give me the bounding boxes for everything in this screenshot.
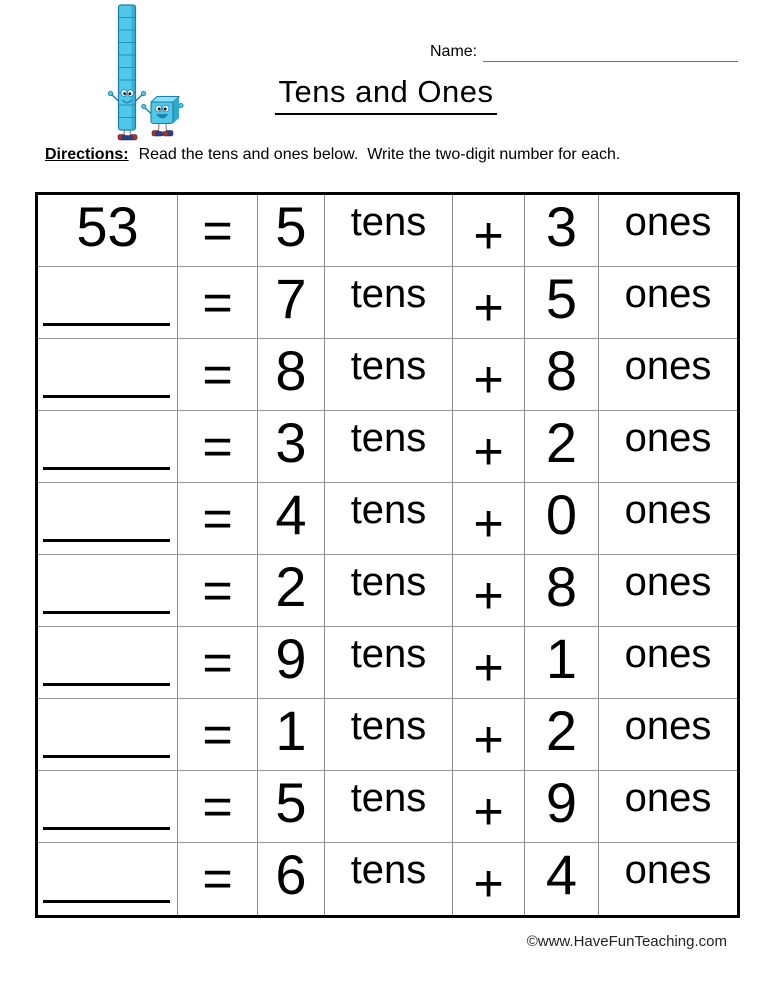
tens-digit-cell — [258, 267, 325, 338]
ones-digit: 8 — [545, 338, 578, 402]
tens-word-cell — [325, 699, 453, 770]
ones-word: ones — [624, 271, 712, 316]
tens-word: tens — [350, 199, 427, 244]
plus-sign-cell — [453, 267, 525, 338]
plus-sign: + — [473, 206, 504, 265]
tens-digit: 4 — [275, 482, 307, 546]
tens-digit-cell — [258, 771, 325, 842]
ones-digit-cell — [525, 771, 599, 842]
plus-sign-cell — [453, 699, 525, 770]
plus-sign-cell — [453, 483, 525, 554]
ones-word: ones — [624, 343, 712, 388]
plus-sign: + — [473, 855, 504, 913]
ones-word-cell — [599, 195, 737, 266]
tens-word-cell — [325, 843, 453, 915]
table-row — [38, 483, 737, 555]
tens-word-cell — [325, 771, 453, 842]
cube-right-shoe — [163, 131, 174, 137]
tens-word-cell — [325, 483, 453, 554]
equals-sign: = — [178, 339, 258, 410]
tens-digit-cell — [258, 699, 325, 770]
ones-word: ones — [624, 415, 712, 460]
plus-sign: + — [473, 350, 504, 409]
directions-text: Read the tens and ones below. Write the two-digit number for each. — [138, 146, 621, 163]
tens-rod-character — [108, 5, 145, 140]
answer-blank-line — [43, 323, 170, 326]
answer-blank-line — [43, 539, 170, 542]
plus-sign-cell — [453, 195, 525, 266]
answer-blank-line — [43, 395, 170, 398]
ones-digit-cell — [525, 843, 599, 915]
equals-sign: = — [178, 195, 258, 266]
directions-label: Directions: — [45, 146, 129, 163]
answer-value: 53 — [76, 194, 139, 258]
tens-digit: 6 — [275, 843, 307, 906]
ones-word-cell — [599, 843, 737, 915]
answer-blank-line — [43, 467, 170, 470]
tens-digit: 1 — [275, 698, 307, 762]
plus-sign-cell — [453, 627, 525, 698]
table-row — [38, 771, 737, 843]
plus-sign: + — [473, 782, 504, 841]
plus-sign-cell — [453, 555, 525, 626]
ones-digit: 2 — [545, 410, 578, 474]
ones-digit-cell — [525, 411, 599, 482]
plus-sign-cell — [453, 339, 525, 410]
ones-digit-cell — [525, 699, 599, 770]
answer-blank-line — [43, 683, 170, 686]
table-row — [38, 339, 737, 411]
tens-digit-cell — [258, 195, 325, 266]
tens-digit-cell — [258, 339, 325, 410]
ones-word: ones — [624, 631, 712, 676]
tens-word: tens — [350, 343, 427, 388]
answer-cell[interactable] — [38, 195, 178, 266]
ones-word: ones — [624, 199, 712, 244]
ones-digit-cell — [525, 627, 599, 698]
answer-cell[interactable] — [38, 771, 178, 842]
ones-word-cell — [599, 483, 737, 554]
ones-digit-cell — [525, 339, 599, 410]
equals-sign: = — [178, 699, 258, 770]
plus-sign: + — [473, 638, 504, 697]
answer-cell[interactable] — [38, 555, 178, 626]
equals-sign: = — [178, 267, 258, 338]
ones-digit: 3 — [545, 194, 578, 258]
plus-sign: + — [473, 278, 504, 337]
tens-digit: 3 — [275, 410, 307, 474]
ones-word-cell — [599, 627, 737, 698]
ones-word-cell — [599, 771, 737, 842]
table-row — [38, 555, 737, 627]
tens-digit: 8 — [275, 338, 307, 402]
equals-sign: = — [178, 555, 258, 626]
ones-word: ones — [624, 848, 712, 892]
equals-sign: = — [178, 483, 258, 554]
equals-sign: = — [178, 627, 258, 698]
tens-word: tens — [350, 415, 427, 460]
ones-word: ones — [624, 703, 712, 748]
cube-left-shoe — [152, 131, 163, 137]
answer-blank-line — [43, 755, 170, 758]
table-row — [38, 411, 737, 483]
name-label: Name: — [430, 43, 478, 60]
tens-digit-cell — [258, 843, 325, 915]
tens-word: tens — [350, 487, 427, 532]
answer-cell[interactable] — [38, 411, 178, 482]
plus-sign: + — [473, 710, 504, 769]
plus-sign: + — [473, 566, 504, 625]
tens-digit-cell — [258, 627, 325, 698]
tens-digit: 5 — [275, 194, 307, 258]
table-row — [38, 267, 737, 339]
equals-sign: = — [178, 771, 258, 842]
tens-word: tens — [350, 775, 427, 820]
answer-cell[interactable] — [38, 699, 178, 770]
tens-digit-cell — [258, 483, 325, 554]
plus-sign: + — [473, 422, 504, 481]
plus-sign-cell — [453, 843, 525, 915]
blocks-characters-illustration — [100, 2, 195, 144]
footer-credit: ©www.HaveFunTeaching.com — [526, 933, 727, 950]
plus-sign-cell — [453, 411, 525, 482]
answer-blank-line — [43, 827, 170, 830]
tens-word-cell — [325, 339, 453, 410]
ones-digit-cell — [525, 483, 599, 554]
equals-sign: = — [178, 843, 258, 915]
ones-digit: 9 — [545, 770, 578, 834]
tens-digit: 9 — [275, 626, 307, 690]
ones-digit: 1 — [545, 626, 578, 690]
ones-word-cell — [599, 339, 737, 410]
ones-word-cell — [599, 555, 737, 626]
ones-digit: 5 — [545, 266, 578, 330]
tens-word-cell — [325, 195, 453, 266]
ones-word-cell — [599, 411, 737, 482]
plus-sign: + — [473, 494, 504, 553]
tens-digit-cell — [258, 411, 325, 482]
tens-word-cell — [325, 267, 453, 338]
answer-blank-line — [43, 900, 170, 903]
name-row — [430, 42, 738, 62]
rod-right-shoe — [127, 135, 138, 141]
ones-digit-cell — [525, 555, 599, 626]
answer-cell[interactable] — [38, 339, 178, 410]
ones-word: ones — [624, 775, 712, 820]
ones-digit: 8 — [545, 554, 578, 618]
table-row — [38, 699, 737, 771]
tens-word: tens — [350, 631, 427, 676]
answer-cell[interactable] — [38, 483, 178, 554]
ones-digit: 0 — [545, 482, 578, 546]
ones-word: ones — [624, 487, 712, 532]
tens-word: tens — [350, 271, 427, 316]
tens-word-cell — [325, 555, 453, 626]
answer-cell[interactable] — [38, 267, 178, 338]
answer-blank-line — [43, 611, 170, 614]
table-row — [38, 195, 737, 267]
ones-digit: 2 — [545, 698, 578, 762]
equals-sign: = — [178, 411, 258, 482]
ones-word: ones — [624, 559, 712, 604]
plus-sign-cell — [453, 771, 525, 842]
ones-digit: 4 — [545, 843, 578, 906]
tens-digit: 5 — [275, 770, 307, 834]
ones-word-cell — [599, 699, 737, 770]
ones-digit-cell — [525, 267, 599, 338]
tens-word: tens — [350, 703, 427, 748]
worksheet-table — [35, 192, 740, 918]
tens-digit: 2 — [275, 554, 307, 618]
tens-word: tens — [350, 559, 427, 604]
answer-cell[interactable] — [38, 843, 178, 915]
name-blank-line[interactable] — [483, 42, 738, 62]
directions — [45, 145, 620, 164]
page-title: Tens and Ones — [275, 74, 496, 115]
tens-word: tens — [350, 848, 427, 892]
tens-digit: 7 — [275, 266, 307, 330]
ones-digit-cell — [525, 195, 599, 266]
answer-cell[interactable] — [38, 627, 178, 698]
table-row — [38, 627, 737, 699]
tens-digit-cell — [258, 555, 325, 626]
ones-word-cell — [599, 267, 737, 338]
tens-word-cell — [325, 627, 453, 698]
tens-word-cell — [325, 411, 453, 482]
table-row — [38, 843, 737, 915]
title-wrap — [0, 74, 772, 115]
